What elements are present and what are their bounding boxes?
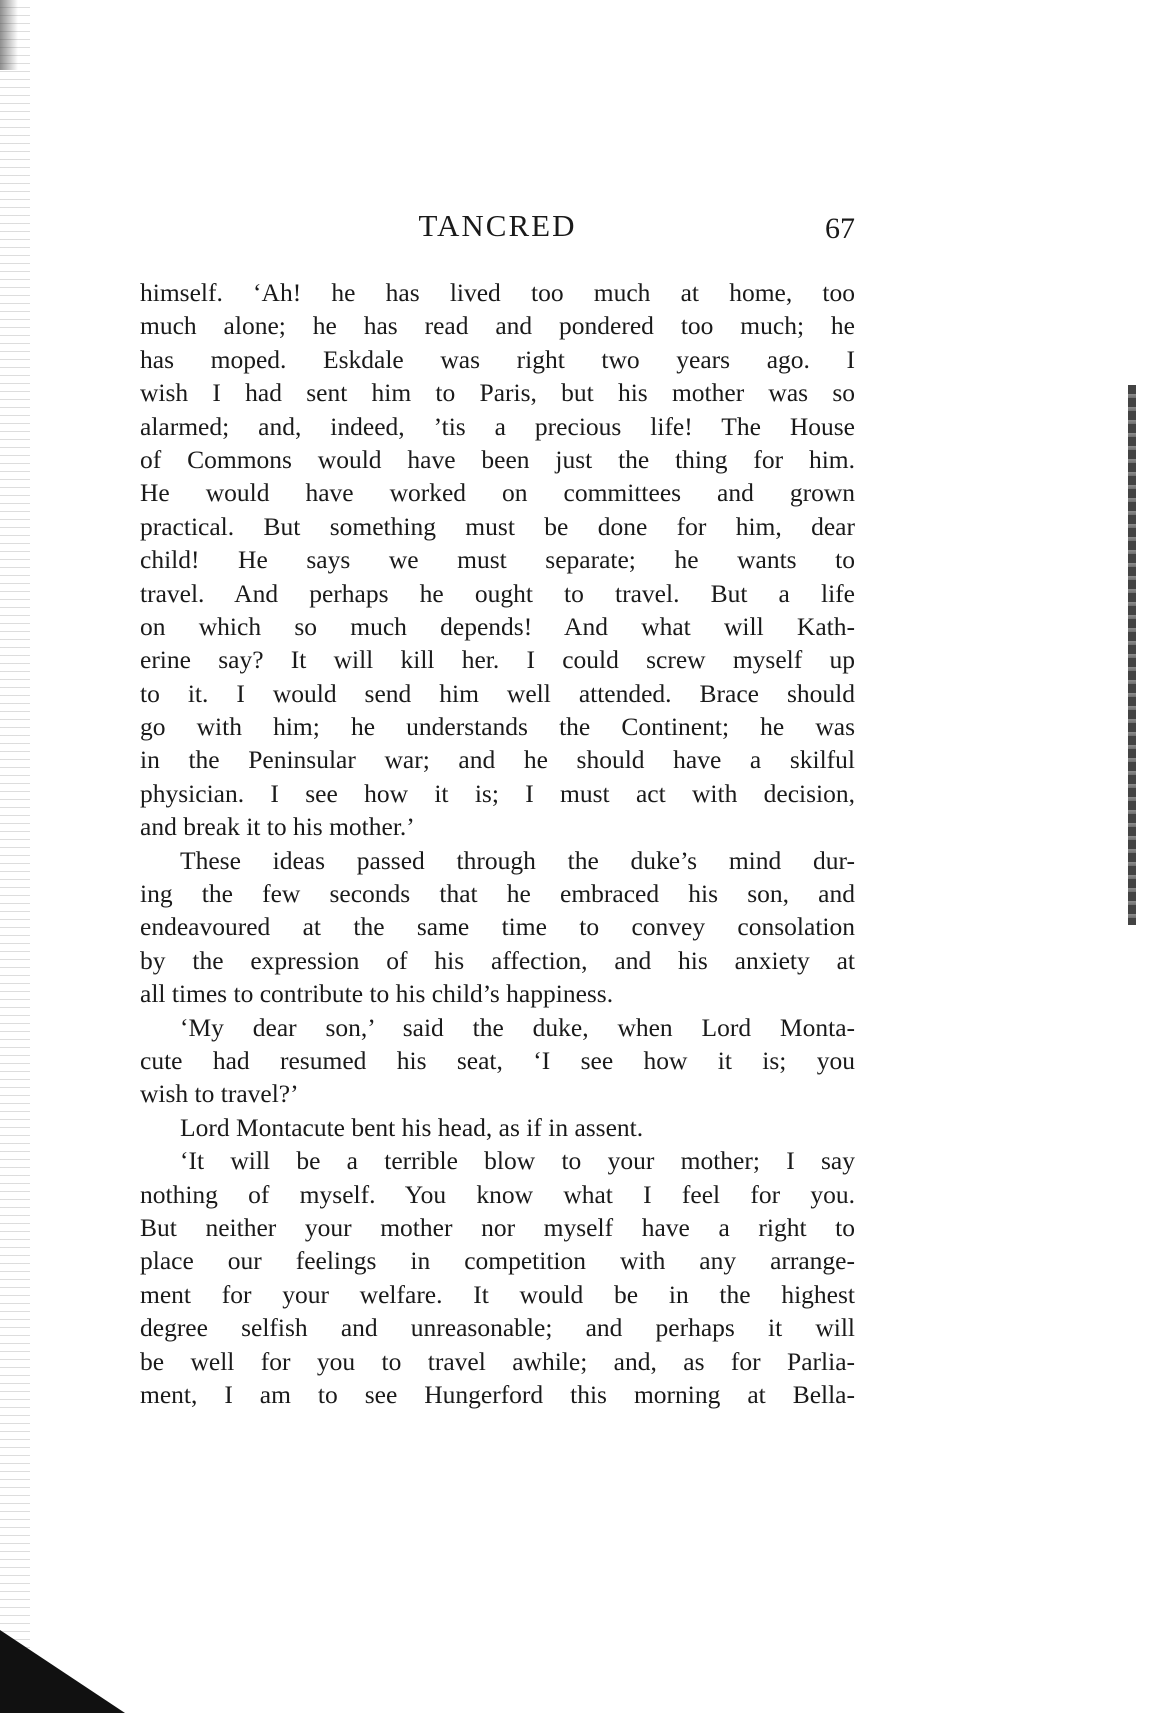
- text-line: on which so much depends! And what will Kath-: [140, 611, 855, 641]
- scan-corner-top: [0, 0, 18, 70]
- text-line: child! He says we must separate; he wants to: [140, 545, 855, 575]
- text-line-paragraph: Lord Montacute bent his head, as if in assent.: [180, 1112, 644, 1142]
- scan-corner-bottom: [0, 1630, 125, 1713]
- scan-edge-right: [1128, 385, 1136, 925]
- text-line: has moped. Eskdale was right two years ago. I: [140, 344, 855, 374]
- text-line: physician. I see how it is; I must act with decision,: [140, 778, 855, 808]
- text-line: But neither your mother nor myself have a right to: [140, 1212, 855, 1242]
- text-line-paragraph-start: ‘It will be a terrible blow to your mother; I say: [180, 1146, 855, 1176]
- text-line: to it. I would send him well attended. Brace should: [140, 678, 855, 708]
- page-number: 67: [825, 212, 855, 245]
- text-line: go with him; he understands the Continent; he was: [140, 712, 855, 742]
- body-text: [140, 276, 855, 1411]
- text-line-paragraph-start: ‘My dear son,’ said the duke, when Lord Monta-: [180, 1012, 855, 1042]
- text-line: nothing of myself. You know what I feel for you.: [140, 1179, 855, 1209]
- text-line: He would have worked on committees and grown: [140, 478, 855, 508]
- text-line: endeavoured at the same time to convey consolation: [140, 912, 855, 942]
- scan-edge-left: [0, 0, 30, 1713]
- text-line: erine say? It will kill her. I could screw myself up: [140, 645, 855, 675]
- running-head: [140, 208, 855, 248]
- text-line: by the expression of his affection, and his anxiety at: [140, 945, 855, 975]
- text-line: wish I had sent him to Paris, but his mother was so: [140, 378, 855, 408]
- text-line: cute had resumed his seat, ‘I see how it is; you: [140, 1045, 855, 1075]
- text-line: degree selfish and unreasonable; and perhaps it will: [140, 1313, 855, 1343]
- text-line: ment, I am to see Hungerford this morning at Bella-: [140, 1379, 855, 1409]
- text-line: in the Peninsular war; and he should have a skilful: [140, 745, 855, 775]
- text-line: of Commons would have been just the thing for him.: [140, 444, 855, 474]
- text-line: much alone; he has read and pondered too much; he: [140, 311, 855, 341]
- text-line: himself. ‘Ah! he has lived too much at home, too: [140, 278, 855, 307]
- running-title: TANCRED: [418, 208, 577, 243]
- text-line: travel. And perhaps he ought to travel. But a life: [140, 578, 855, 608]
- text-line-paragraph-end: wish to travel?’: [140, 1079, 299, 1109]
- text-line-paragraph-start: These ideas passed through the duke’s mind dur-: [180, 845, 855, 875]
- text-line: ing the few seconds that he embraced his son, and: [140, 879, 855, 909]
- text-line: alarmed; and, indeed, ’tis a precious life! The House: [140, 411, 855, 441]
- text-line: place our feelings in competition with any arrange-: [140, 1246, 855, 1276]
- text-line-paragraph-end: all times to contribute to his child’s happiness.: [140, 979, 614, 1009]
- text-line: be well for you to travel awhile; and, as for Parlia-: [140, 1346, 855, 1376]
- text-line: practical. But something must be done for him, dear: [140, 511, 855, 541]
- text-line: ment for your welfare. It would be in the highest: [140, 1279, 855, 1309]
- text-line-paragraph-end: and break it to his mother.’: [140, 812, 415, 842]
